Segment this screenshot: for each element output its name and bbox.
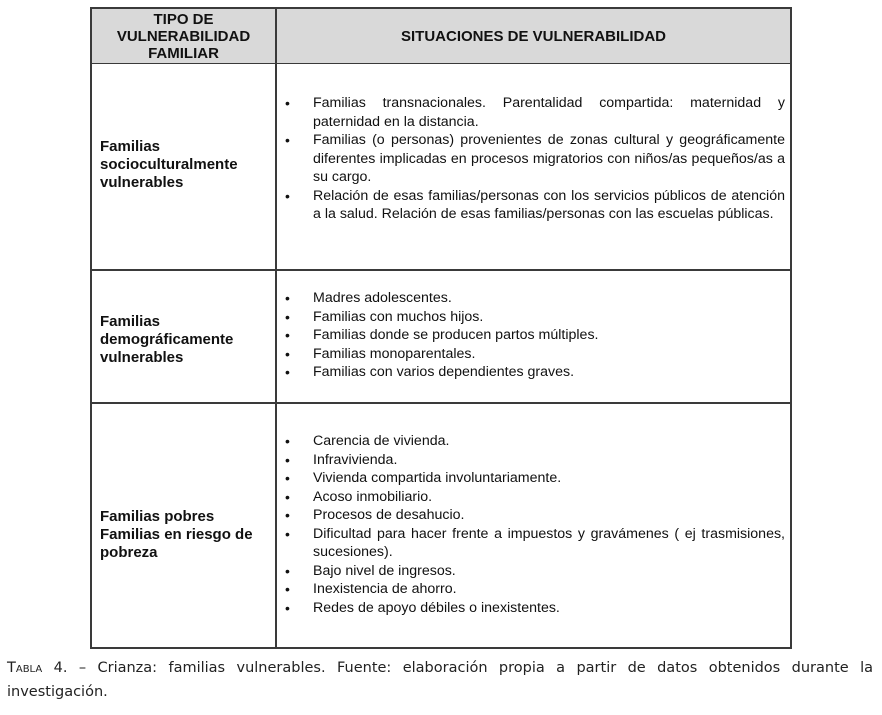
row-category: Familias demográficamente vulnerables: [100, 313, 234, 366]
list-item: • Familias (o personas) provenientes de zonas cultural y geográficamente diferentes implicadas en procesos migratorios con niños/as pequeños/as a su cargo.: [285, 131, 785, 187]
list-item: • Familias donde se producen partos múltiples.: [285, 326, 785, 345]
table-row: [92, 64, 790, 271]
list-item: • Redes de apoyo débiles o inexistentes.: [285, 599, 785, 618]
list-item: • Familias monoparentales.: [285, 345, 785, 364]
situation-list: [285, 94, 785, 224]
situation-list: [285, 289, 785, 382]
list-item: • Relación de esas familias/personas con los servicios públicos de atención a la salud. Relación de esas familias/personas con las escuelas públicas.: [285, 187, 785, 224]
list-item: • Inexistencia de ahorro.: [285, 580, 785, 599]
table-header: [92, 9, 790, 64]
table-row: [92, 404, 790, 647]
table-caption: [7, 656, 873, 704]
list-item: • Madres adolescentes.: [285, 289, 785, 308]
list-item: • Bajo nivel de ingresos.: [285, 562, 785, 581]
caption-label: Tabla 4.: [7, 660, 68, 676]
header-vulnerability-type: TIPO DE VULNERABILIDAD FAMILIAR: [116, 11, 251, 62]
list-item: • Familias con varios dependientes graves.: [285, 363, 785, 382]
situation-list: [285, 432, 785, 617]
header-vulnerability-situations: SITUACIONES DE VULNERABILIDAD: [400, 28, 666, 45]
row-category: Familias pobres Familias en riesgo de pobreza: [100, 508, 253, 561]
list-item: • Acoso inmobiliario.: [285, 488, 785, 507]
column-divider: [275, 9, 277, 647]
list-item: • Familias con muchos hijos.: [285, 308, 785, 327]
list-item: • Familias transnacionales. Parentalidad compartida: maternidad y paternidad en la distancia.: [285, 94, 785, 131]
list-item: • Vivienda compartida involuntariamente.: [285, 469, 785, 488]
list-item: • Dificultad para hacer frente a impuestos y gravámenes ( ej trasmisiones, sucesiones).: [285, 525, 785, 562]
list-item: • Procesos de desahucio.: [285, 506, 785, 525]
caption-text: – Crianza: familias vulnerables. Fuente: elaboración propia a partir de datos obtenidos durante la investigación.: [7, 660, 873, 700]
row-category: Familias socioculturalmente vulnerables: [100, 138, 238, 191]
list-item: • Carencia de vivienda.: [285, 432, 785, 451]
list-item: • Infravivienda.: [285, 451, 785, 470]
vulnerability-table: [90, 7, 792, 649]
table-row: [92, 271, 790, 404]
